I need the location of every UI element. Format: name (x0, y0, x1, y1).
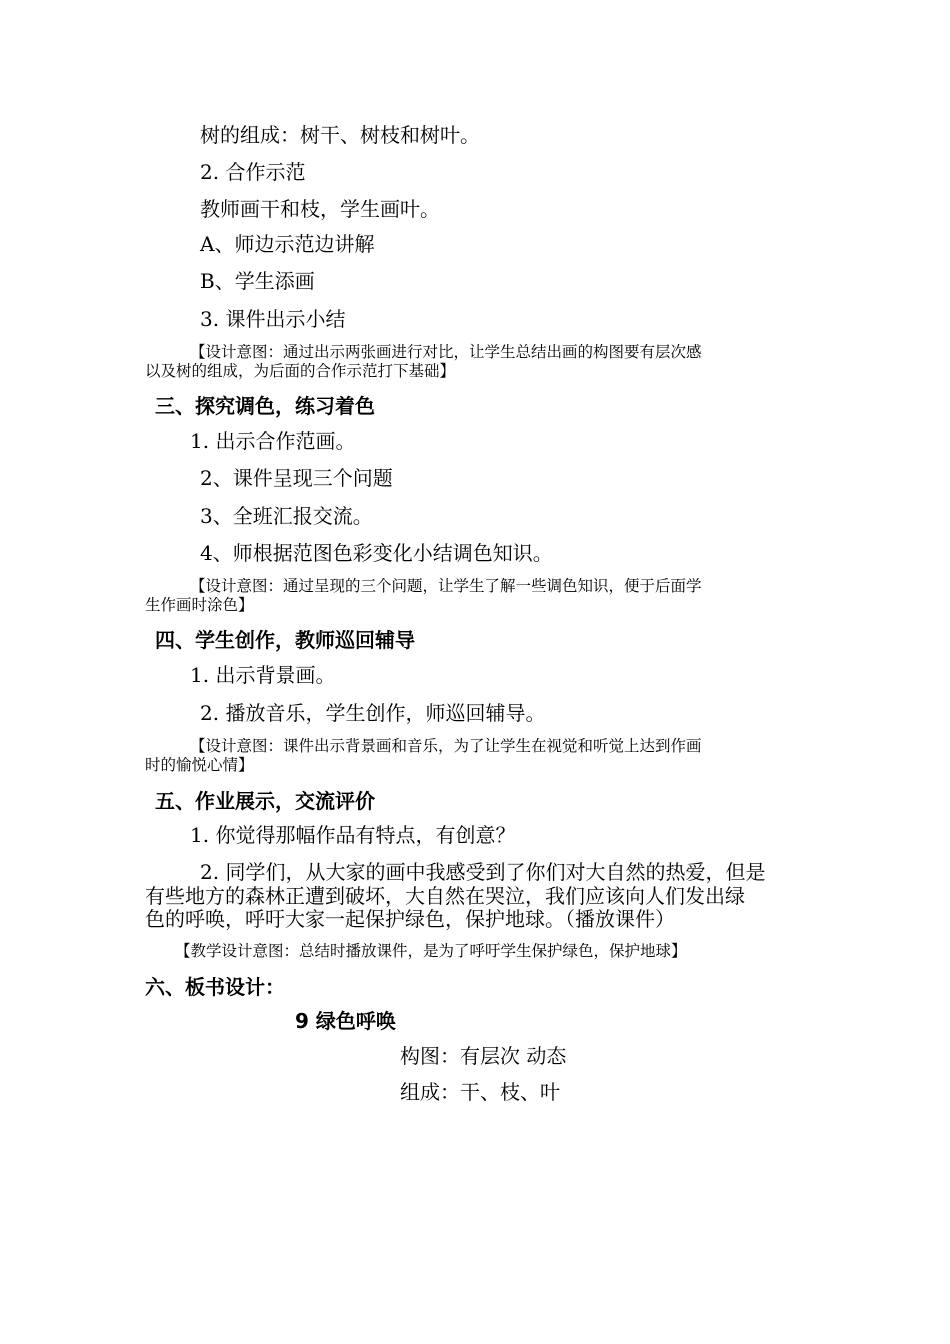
board-title: 9 绿色呼唤 (295, 1009, 396, 1033)
section-5-paragraph-line-3: 色的呼唤，呼吁大家一起保护绿色，保护地球。（播放课件） (145, 907, 675, 931)
item-a-line: A、师边示范边讲解 (200, 232, 375, 256)
section-4-item-1: 1. 出示背景画。 (190, 663, 336, 687)
teacher-student-drawing-line: 教师画干和枝，学生画叶。 (200, 197, 440, 221)
section-6-heading: 六、板书设计： (145, 975, 285, 999)
design-intent-note-2b: 生作画时涂色】 (145, 596, 254, 614)
design-intent-note-4: 【教学设计意图：总结时播放课件，是为了呼吁学生保护绿色，保护地球】 (175, 942, 687, 960)
section-4-item-2: 2. 播放音乐，学生创作，师巡回辅导。 (200, 701, 546, 725)
tree-composition-line: 树的组成：树干、树枝和树叶。 (200, 123, 480, 147)
step-2-cooperative-demo: 2. 合作示范 (200, 160, 306, 184)
design-intent-note-3b: 时的愉悦心情】 (145, 756, 254, 774)
section-3-item-4: 4、师根据范图色彩变化小结调色知识。 (200, 541, 553, 565)
section-3-item-3: 3、全班汇报交流。 (200, 504, 373, 528)
design-intent-note-2a: 【设计意图：通过呈现的三个问题，让学生了解一些调色知识，便于后面学 (190, 577, 702, 595)
design-intent-note-1b: 以及树的组成，为后面的合作示范打下基础】 (145, 362, 456, 380)
step-3-summary: 3. 课件出示小结 (200, 307, 346, 331)
board-line-composition: 构图：有层次 动态 (400, 1044, 567, 1068)
item-b-line: B、学生添画 (200, 269, 315, 293)
section-3-item-2: 2、课件呈现三个问题 (200, 466, 393, 490)
design-intent-note-3a: 【设计意图：课件出示背景画和音乐，为了让学生在视觉和听觉上达到作画 (190, 737, 702, 755)
section-5-paragraph-line-1: 2. 同学们，从大家的画中我感受到了你们对大自然的热爱，但是 (200, 860, 766, 884)
section-3-item-1: 1. 出示合作范画。 (190, 429, 356, 453)
section-5-item-1: 1. 你觉得那幅作品有特点，有创意？ (190, 823, 516, 847)
section-5-paragraph-line-2: 有些地方的森林正遭到破坏，大自然在哭泣，我们应该向人们发出绿 (145, 884, 745, 908)
section-4-heading: 四、学生创作，教师巡回辅导 (155, 628, 415, 652)
board-line-components: 组成：干、枝、叶 (400, 1080, 560, 1104)
section-3-heading: 三、探究调色，练习着色 (155, 394, 375, 418)
section-5-heading: 五、作业展示，交流评价 (155, 789, 375, 813)
design-intent-note-1a: 【设计意图：通过出示两张画进行对比，让学生总结出画的构图要有层次感 (190, 343, 702, 361)
